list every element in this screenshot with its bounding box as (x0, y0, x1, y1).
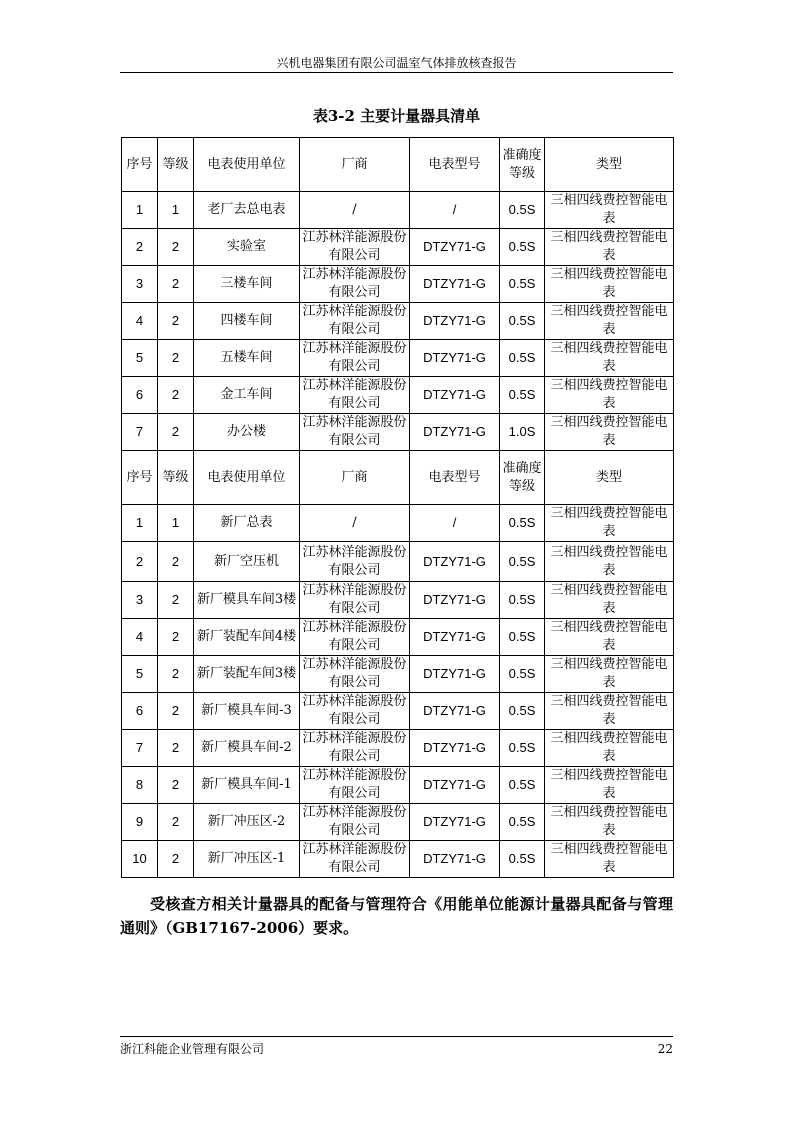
header-cell-col-index: 序号 (122, 138, 158, 192)
footer-rule (120, 1036, 673, 1037)
cell-col-manufacturer: 江苏林洋能源股份有限公司 (300, 730, 410, 767)
cell-col-grade: 2 (158, 266, 194, 303)
cell-col-type: 三相四线费控智能电表 (545, 656, 674, 693)
cell-col-index: 2 (122, 229, 158, 266)
cell-col-model: / (410, 505, 500, 542)
table-row (122, 767, 674, 804)
cell-col-grade: 1 (158, 192, 194, 229)
cell-col-location: 金工车间 (194, 377, 300, 414)
cell-col-accuracy: 0.5S (500, 266, 545, 303)
table-row (122, 505, 674, 542)
cell-col-grade: 2 (158, 582, 194, 619)
cell-col-grade: 2 (158, 303, 194, 340)
cell-col-location: 新厂冲压区-1 (194, 841, 300, 878)
cell-col-accuracy: 0.5S (500, 841, 545, 878)
cell-col-location: 五楼车间 (194, 340, 300, 377)
cell-col-accuracy: 0.5S (500, 804, 545, 841)
cell-col-manufacturer: 江苏林洋能源股份有限公司 (300, 582, 410, 619)
header-cell-col-manufacturer: 厂商 (300, 451, 410, 505)
cell-col-type: 三相四线费控智能电表 (545, 192, 674, 229)
cell-col-location: 新厂总表 (194, 505, 300, 542)
cell-col-grade: 2 (158, 542, 194, 582)
cell-col-model: DTZY71-G (410, 542, 500, 582)
cell-col-accuracy: 0.5S (500, 767, 545, 804)
table-row (122, 377, 674, 414)
table-header-row (122, 138, 674, 192)
cell-col-accuracy: 0.5S (500, 192, 545, 229)
cell-col-type: 三相四线费控智能电表 (545, 693, 674, 730)
cell-col-manufacturer: 江苏林洋能源股份有限公司 (300, 693, 410, 730)
header-cell-col-manufacturer: 厂商 (300, 138, 410, 192)
cell-col-model: DTZY71-G (410, 730, 500, 767)
cell-col-index: 9 (122, 804, 158, 841)
page-header: 兴机电器集团有限公司温室气体排放核查报告 (276, 56, 517, 70)
cell-col-location: 三楼车间 (194, 266, 300, 303)
cell-col-location: 新厂空压机 (194, 542, 300, 582)
header-rule (120, 72, 673, 73)
cell-col-manufacturer: 江苏林洋能源股份有限公司 (300, 841, 410, 878)
cell-col-grade: 2 (158, 619, 194, 656)
cell-col-location: 新厂模具车间-2 (194, 730, 300, 767)
cell-col-model: DTZY71-G (410, 767, 500, 804)
cell-col-grade: 2 (158, 767, 194, 804)
cell-col-manufacturer: 江苏林洋能源股份有限公司 (300, 340, 410, 377)
cell-col-type: 三相四线费控智能电表 (545, 303, 674, 340)
table-row (122, 266, 674, 303)
cell-col-location: 新厂模具车间-1 (194, 767, 300, 804)
header-cell-col-type: 类型 (545, 138, 674, 192)
cell-col-grade: 2 (158, 229, 194, 266)
cell-col-type: 三相四线费控智能电表 (545, 582, 674, 619)
cell-col-manufacturer: 江苏林洋能源股份有限公司 (300, 229, 410, 266)
header-cell-col-accuracy: 准确度等级 (500, 138, 545, 192)
cell-col-grade: 2 (158, 693, 194, 730)
meter-table-body (122, 138, 674, 878)
cell-col-location: 新厂冲压区-2 (194, 804, 300, 841)
cell-col-index: 10 (122, 841, 158, 878)
cell-col-accuracy: 0.5S (500, 693, 545, 730)
header-cell-col-model: 电表型号 (410, 451, 500, 505)
cell-col-index: 6 (122, 693, 158, 730)
footer-company: 浙江科能企业管理有限公司 (120, 1042, 265, 1056)
cell-col-index: 1 (122, 505, 158, 542)
cell-col-manufacturer: / (300, 505, 410, 542)
table-row (122, 340, 674, 377)
table-title: 表3-2 主要计量器具清单 (312, 107, 481, 125)
cell-col-type: 三相四线费控智能电表 (545, 841, 674, 878)
cell-col-model: DTZY71-G (410, 303, 500, 340)
cell-col-location: 老厂去总电表 (194, 192, 300, 229)
cell-col-location: 实验室 (194, 229, 300, 266)
cell-col-accuracy: 0.5S (500, 542, 545, 582)
table-row (122, 693, 674, 730)
cell-col-model: DTZY71-G (410, 229, 500, 266)
cell-col-model: DTZY71-G (410, 340, 500, 377)
cell-col-type: 三相四线费控智能电表 (545, 619, 674, 656)
header-cell-col-index: 序号 (122, 451, 158, 505)
cell-col-manufacturer: 江苏林洋能源股份有限公司 (300, 303, 410, 340)
cell-col-location: 新厂装配车间3楼 (194, 656, 300, 693)
cell-col-manufacturer: 江苏林洋能源股份有限公司 (300, 767, 410, 804)
cell-col-grade: 2 (158, 841, 194, 878)
table-row (122, 804, 674, 841)
cell-col-type: 三相四线费控智能电表 (545, 266, 674, 303)
cell-col-location: 办公楼 (194, 414, 300, 451)
cell-col-index: 4 (122, 619, 158, 656)
cell-col-model: DTZY71-G (410, 804, 500, 841)
cell-col-accuracy: 0.5S (500, 303, 545, 340)
header-cell-col-grade: 等级 (158, 451, 194, 505)
cell-col-index: 8 (122, 767, 158, 804)
cell-col-accuracy: 0.5S (500, 730, 545, 767)
cell-col-manufacturer: 江苏林洋能源股份有限公司 (300, 619, 410, 656)
cell-col-type: 三相四线费控智能电表 (545, 804, 674, 841)
cell-col-model: DTZY71-G (410, 656, 500, 693)
cell-col-location: 四楼车间 (194, 303, 300, 340)
table-row (122, 303, 674, 340)
table-row (122, 582, 674, 619)
cell-col-index: 2 (122, 542, 158, 582)
header-cell-col-grade: 等级 (158, 138, 194, 192)
cell-col-location: 新厂装配车间4楼 (194, 619, 300, 656)
cell-col-index: 6 (122, 377, 158, 414)
cell-col-grade: 2 (158, 414, 194, 451)
cell-col-location: 新厂模具车间3楼 (194, 582, 300, 619)
cell-col-accuracy: 0.5S (500, 619, 545, 656)
cell-col-accuracy: 1.0S (500, 414, 545, 451)
table-row (122, 656, 674, 693)
cell-col-accuracy: 0.5S (500, 505, 545, 542)
cell-col-index: 3 (122, 266, 158, 303)
cell-col-model: DTZY71-G (410, 377, 500, 414)
table-row (122, 841, 674, 878)
cell-col-type: 三相四线费控智能电表 (545, 340, 674, 377)
cell-col-type: 三相四线费控智能电表 (545, 767, 674, 804)
header-cell-col-model: 电表型号 (410, 138, 500, 192)
cell-col-index: 5 (122, 656, 158, 693)
cell-col-type: 三相四线费控智能电表 (545, 542, 674, 582)
cell-col-index: 5 (122, 340, 158, 377)
header-cell-col-location: 电表使用单位 (194, 138, 300, 192)
cell-col-type: 三相四线费控智能电表 (545, 377, 674, 414)
cell-col-model: DTZY71-G (410, 414, 500, 451)
header-cell-col-type: 类型 (545, 451, 674, 505)
table-header-row (122, 451, 674, 505)
cell-col-index: 3 (122, 582, 158, 619)
cell-col-index: 4 (122, 303, 158, 340)
cell-col-manufacturer: / (300, 192, 410, 229)
cell-col-index: 7 (122, 730, 158, 767)
cell-col-accuracy: 0.5S (500, 229, 545, 266)
cell-col-grade: 2 (158, 656, 194, 693)
page-number: 22 (657, 1042, 673, 1056)
cell-col-index: 7 (122, 414, 158, 451)
cell-col-type: 三相四线费控智能电表 (545, 229, 674, 266)
cell-col-type: 三相四线费控智能电表 (545, 505, 674, 542)
cell-col-manufacturer: 江苏林洋能源股份有限公司 (300, 804, 410, 841)
table-row (122, 229, 674, 266)
meter-table (121, 137, 674, 878)
table-row (122, 542, 674, 582)
cell-col-grade: 2 (158, 377, 194, 414)
table-row (122, 730, 674, 767)
cell-col-manufacturer: 江苏林洋能源股份有限公司 (300, 377, 410, 414)
cell-col-model: DTZY71-G (410, 841, 500, 878)
compliance-note: 受核查方相关计量器具的配备与管理符合《用能单位能源计量器具配备与管理通则》（GB17167-2006）要求。 (120, 895, 673, 937)
cell-col-model: DTZY71-G (410, 619, 500, 656)
cell-col-index: 1 (122, 192, 158, 229)
header-cell-col-accuracy: 准确度等级 (500, 451, 545, 505)
cell-col-accuracy: 0.5S (500, 377, 545, 414)
cell-col-manufacturer: 江苏林洋能源股份有限公司 (300, 656, 410, 693)
cell-col-manufacturer: 江苏林洋能源股份有限公司 (300, 414, 410, 451)
table-row (122, 619, 674, 656)
cell-col-type: 三相四线费控智能电表 (545, 414, 674, 451)
cell-col-manufacturer: 江苏林洋能源股份有限公司 (300, 266, 410, 303)
cell-col-location: 新厂模具车间-3 (194, 693, 300, 730)
cell-col-grade: 2 (158, 804, 194, 841)
cell-col-accuracy: 0.5S (500, 582, 545, 619)
cell-col-grade: 1 (158, 505, 194, 542)
cell-col-grade: 2 (158, 730, 194, 767)
cell-col-model: DTZY71-G (410, 693, 500, 730)
cell-col-model: DTZY71-G (410, 266, 500, 303)
cell-col-accuracy: 0.5S (500, 340, 545, 377)
cell-col-accuracy: 0.5S (500, 656, 545, 693)
header-cell-col-location: 电表使用单位 (194, 451, 300, 505)
cell-col-grade: 2 (158, 340, 194, 377)
table-row (122, 192, 674, 229)
cell-col-type: 三相四线费控智能电表 (545, 730, 674, 767)
cell-col-manufacturer: 江苏林洋能源股份有限公司 (300, 542, 410, 582)
cell-col-model: / (410, 192, 500, 229)
cell-col-model: DTZY71-G (410, 582, 500, 619)
table-row (122, 414, 674, 451)
